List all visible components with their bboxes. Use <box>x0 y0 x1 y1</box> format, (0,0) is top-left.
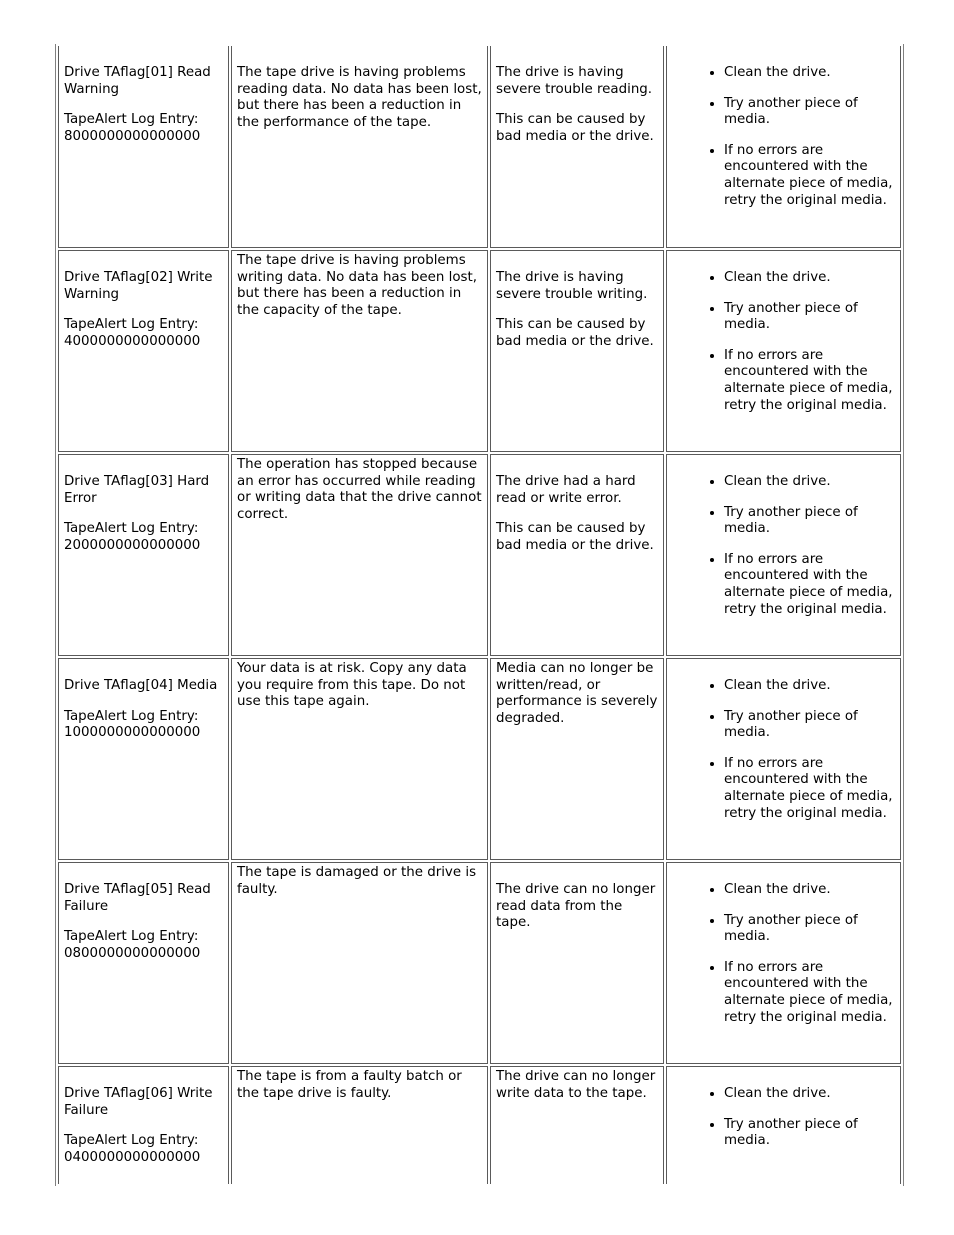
description-text: The tape is from a faulty batch or the tape drive is faulty. <box>237 1069 462 1101</box>
flag-cell <box>58 1066 229 1184</box>
action-list <box>672 474 896 618</box>
description-cell <box>231 46 488 248</box>
action-cell <box>666 46 901 248</box>
log-entry-value: 0800000000000000 <box>64 945 201 961</box>
table-body <box>58 46 901 1184</box>
description-text: The tape drive is having problems writing data. No data has been lost, but there has been a reduction in the capacity of the tape. <box>237 253 477 318</box>
action-item: • Try another piece of media. <box>724 913 896 946</box>
table-row <box>58 454 901 656</box>
log-entry-value: 2000000000000000 <box>64 537 201 553</box>
table-row <box>58 250 901 452</box>
cause-text: This can be caused by bad media or the drive. <box>496 521 654 553</box>
action-item: • Clean the drive. <box>724 882 896 899</box>
log-entry-label: TapeAlert Log Entry: <box>64 708 199 724</box>
action-list <box>672 678 896 822</box>
log-entry-label: TapeAlert Log Entry: <box>64 521 199 537</box>
cause-text: This can be caused by bad media or the drive. <box>496 317 654 349</box>
cause-cell <box>490 250 664 452</box>
cause-cell <box>490 862 664 1064</box>
action-item: • If no errors are encountered with the alternate piece of media, retry the original media. <box>724 552 896 618</box>
flag-cell <box>58 46 229 248</box>
flag-name: Drive TAflag[06] Write Failure <box>64 1086 213 1118</box>
log-entry-value: 1000000000000000 <box>64 725 201 741</box>
cause-cell <box>490 658 664 860</box>
log-entry-value: 0400000000000000 <box>64 1149 201 1165</box>
flag-name: Drive TAflag[02] Write Warning <box>64 270 213 302</box>
cause-text: The drive can no longer read data from the tape. <box>496 882 656 931</box>
flag-cell <box>58 454 229 656</box>
flag-cell <box>58 862 229 1064</box>
action-item: • Try another piece of media. <box>724 505 896 538</box>
action-cell <box>666 862 901 1064</box>
action-item: • If no errors are encountered with the alternate piece of media, retry the original media. <box>724 348 896 414</box>
action-item: • If no errors are encountered with the alternate piece of media, retry the original media. <box>724 143 896 209</box>
cause-text: Media can no longer be written/read, or performance is severely degraded. <box>496 661 658 726</box>
flag-name: Drive TAflag[04] Media <box>64 678 218 693</box>
action-item: • Try another piece of media. <box>724 709 896 742</box>
description-cell <box>231 250 488 452</box>
action-cell <box>666 658 901 860</box>
log-entry-value: 4000000000000000 <box>64 333 201 349</box>
description-cell <box>231 1066 488 1184</box>
cause-cell <box>490 46 664 248</box>
cause-text: The drive had a hard read or write error. <box>496 474 636 506</box>
flag-name: Drive TAflag[05] Read Failure <box>64 882 211 914</box>
table-row <box>58 46 901 248</box>
action-list <box>672 270 896 414</box>
cause-text: The drive can no longer write data to the tape. <box>496 1069 656 1101</box>
cause-cell <box>490 454 664 656</box>
action-item: • Try another piece of media. <box>724 301 896 334</box>
action-item: • Clean the drive. <box>724 474 896 491</box>
log-entry-label: TapeAlert Log Entry: <box>64 929 199 945</box>
description-cell <box>231 454 488 656</box>
table-row <box>58 1066 901 1184</box>
tape-alert-table <box>55 44 904 1186</box>
action-cell <box>666 454 901 656</box>
action-item: • If no errors are encountered with the alternate piece of media, retry the original media. <box>724 960 896 1026</box>
action-item: • Clean the drive. <box>724 270 896 287</box>
flag-name: Drive TAflag[01] Read Warning <box>64 65 211 97</box>
action-list <box>672 882 896 1026</box>
log-entry-value: 8000000000000000 <box>64 128 201 144</box>
action-item: • If no errors are encountered with the alternate piece of media, retry the original media. <box>724 756 896 822</box>
flag-name: Drive TAflag[03] Hard Error <box>64 474 210 506</box>
action-item: • Clean the drive. <box>724 1086 896 1103</box>
action-item: • Clean the drive. <box>724 65 896 82</box>
action-item: • Try another piece of media. <box>724 96 896 129</box>
log-entry-label: TapeAlert Log Entry: <box>64 112 199 128</box>
description-text: The tape drive is having problems reading data. No data has been lost, but there has been a reduction in the performance of the tape. <box>237 65 482 130</box>
action-cell <box>666 1066 901 1184</box>
flag-cell <box>58 250 229 452</box>
description-cell <box>231 862 488 1064</box>
description-text: Your data is at risk. Copy any data you require from this tape. Do not use this tape again. <box>237 661 467 710</box>
action-item: • Try another piece of media. <box>724 1117 896 1150</box>
description-text: The tape is damaged or the drive is faulty. <box>237 865 477 897</box>
action-item: • Clean the drive. <box>724 678 896 695</box>
cause-text: This can be caused by bad media or the drive. <box>496 112 654 144</box>
description-cell <box>231 658 488 860</box>
action-list <box>672 1086 896 1150</box>
log-entry-label: TapeAlert Log Entry: <box>64 317 199 333</box>
flag-cell <box>58 658 229 860</box>
cause-cell <box>490 1066 664 1184</box>
action-list <box>672 65 896 209</box>
cause-text: The drive is having severe trouble reading. <box>496 65 653 97</box>
table-row <box>58 862 901 1064</box>
table-row <box>58 658 901 860</box>
description-text: The operation has stopped because an error has occurred while reading or writing data that the drive cannot correct. <box>237 457 482 522</box>
action-cell <box>666 250 901 452</box>
cause-text: The drive is having severe trouble writing. <box>496 270 648 302</box>
log-entry-label: TapeAlert Log Entry: <box>64 1133 199 1149</box>
